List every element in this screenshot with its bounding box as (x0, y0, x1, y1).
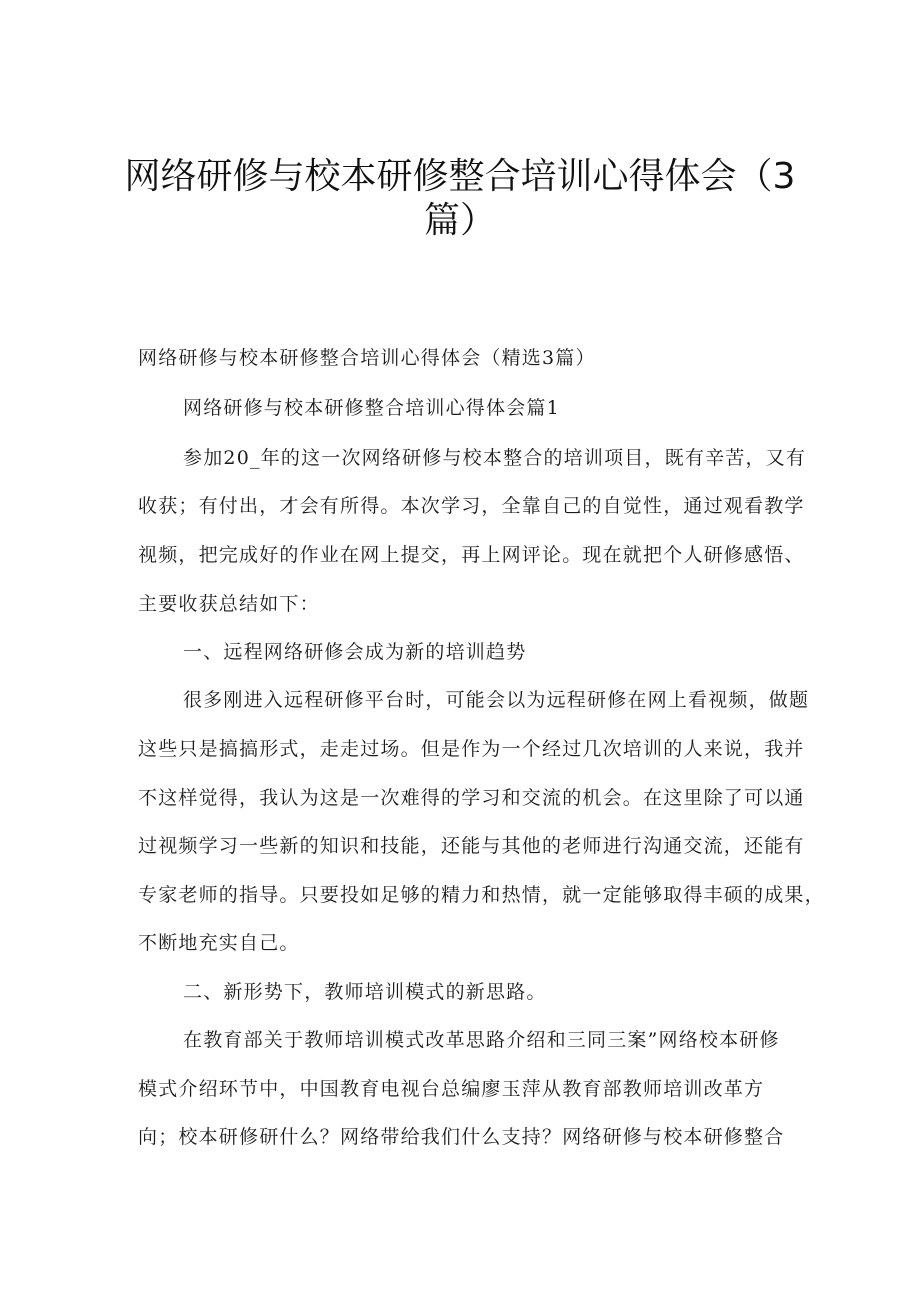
body-line: 收获；有付出，才会有所得。本次学习，全靠自己的自觉性，通过观看教学 (138, 495, 805, 517)
body-line: 向；校本研修研什么？网络带给我们什么支持？网络研修与校本研修整合 (138, 1126, 785, 1148)
section-title: 网络研修与校本研修整合培训心得体会篇1 (183, 397, 560, 419)
section-heading-1: 一、远程网络研修会成为新的培训趋势 (183, 641, 527, 663)
body-line: 很多刚进入远程研修平台时，可能会以为远程研修在网上看视频，做题 (183, 689, 810, 711)
body-line: 参加20_年的这一次网络研修与校本整合的培训项目，既有辛苦，又有 (183, 447, 807, 469)
section-heading-2: 二、新形势下，教师培训模式的新思路。 (183, 981, 547, 1003)
body-line: 过视频学习一些新的知识和技能，还能与其他的老师进行沟通交流，还能有 (138, 835, 805, 857)
body-line: 专家老师的指导。只要投如足够的精力和热情，就一定能够取得丰硕的成果， (138, 884, 825, 906)
body-line: 主要收获总结如下： (138, 593, 320, 615)
body-line: 视频，把完成好的作业在网上提交，再上网评论。现在就把个人研修感悟、 (138, 544, 805, 566)
body-line: 这些只是搞搞形式，走走过场。但是作为一个经过几次培训的人来说，我并 (138, 738, 805, 760)
body-line: 在教育部关于教师培训模式改革思路介绍和三同三案”网络校本研修 (183, 1029, 780, 1051)
document-title-line-1: 网络研修与校本研修整合培训心得体会（3 (124, 156, 796, 197)
body-line: 不这样觉得，我认为这是一次难得的学习和交流的机会。在这里除了可以通 (138, 787, 805, 809)
document-title-line-2: 篇） (423, 200, 496, 241)
body-line: 模式介绍环节中，中国教育电视台总编廖玉萍从教育部教师培训改革方 (138, 1078, 765, 1100)
document-subtitle: 网络研修与校本研修整合培训心得体会（精选3篇） (138, 347, 596, 369)
body-line: 不断地充实自己。 (138, 932, 300, 954)
